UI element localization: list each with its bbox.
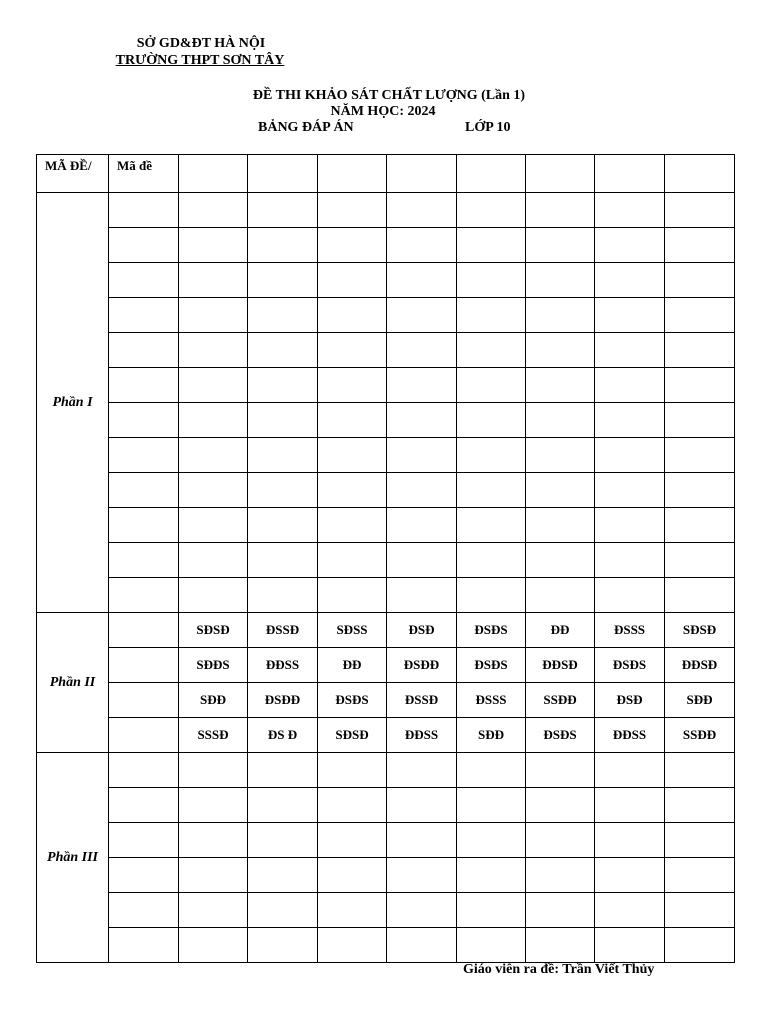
answer-cell bbox=[595, 858, 665, 893]
answer-cell bbox=[248, 543, 318, 578]
answer-cell bbox=[526, 788, 595, 823]
answer-cell: ĐSĐ bbox=[387, 613, 457, 648]
answer-cell bbox=[248, 438, 318, 473]
answer-cell bbox=[595, 578, 665, 613]
answer-cell bbox=[179, 403, 248, 438]
answer-cell bbox=[457, 193, 526, 228]
answer-cell: SĐĐS bbox=[179, 648, 248, 683]
header-cell bbox=[665, 155, 735, 193]
grade-label: LỚP 10 bbox=[465, 120, 511, 135]
answer-cell bbox=[248, 823, 318, 858]
answer-cell bbox=[387, 823, 457, 858]
answer-cell: SSĐĐ bbox=[665, 718, 735, 753]
answer-table bbox=[36, 154, 735, 963]
answer-cell bbox=[179, 753, 248, 788]
answer-cell: ĐSĐ bbox=[595, 683, 665, 718]
answer-cell bbox=[318, 508, 387, 543]
answer-cell bbox=[595, 333, 665, 368]
answer-cell bbox=[109, 718, 179, 753]
answer-cell bbox=[109, 298, 179, 333]
answer-cell bbox=[665, 508, 735, 543]
answer-cell bbox=[595, 508, 665, 543]
answer-cell: SĐSS bbox=[318, 613, 387, 648]
answer-cell bbox=[665, 928, 735, 963]
answer-cell bbox=[457, 788, 526, 823]
table-row bbox=[37, 823, 735, 858]
answer-cell bbox=[248, 893, 318, 928]
answer-cell bbox=[457, 508, 526, 543]
answer-cell bbox=[387, 333, 457, 368]
answer-cell: ĐĐSĐ bbox=[526, 648, 595, 683]
answer-cell bbox=[526, 858, 595, 893]
answer-cell bbox=[665, 368, 735, 403]
section-label-part-1: Phần I bbox=[37, 193, 109, 613]
header-cell bbox=[387, 155, 457, 193]
answer-cell: ĐĐSS bbox=[387, 718, 457, 753]
header-cell-ma-de-slash: MÃ ĐỀ/ bbox=[37, 155, 109, 193]
answer-cell bbox=[526, 368, 595, 403]
answer-cell: ĐĐ bbox=[526, 613, 595, 648]
answer-cell bbox=[248, 403, 318, 438]
table-row bbox=[37, 858, 735, 893]
answer-cell bbox=[318, 543, 387, 578]
answer-cell bbox=[248, 508, 318, 543]
answer-cell bbox=[248, 193, 318, 228]
answer-cell: ĐSSS bbox=[595, 613, 665, 648]
answer-cell bbox=[595, 298, 665, 333]
answer-cell bbox=[526, 823, 595, 858]
answer-cell bbox=[387, 438, 457, 473]
header-cell bbox=[595, 155, 665, 193]
answer-cell bbox=[248, 263, 318, 298]
answer-cell bbox=[318, 473, 387, 508]
answer-cell bbox=[179, 508, 248, 543]
answer-cell bbox=[665, 193, 735, 228]
section-label-part-3: Phần III bbox=[37, 753, 109, 963]
answer-cell bbox=[109, 928, 179, 963]
section-label-part-2: Phần II bbox=[37, 613, 109, 753]
table-row bbox=[37, 718, 735, 753]
school-name: TRƯỜNG THPT SƠN TÂY bbox=[115, 53, 285, 68]
answer-cell: ĐS Đ bbox=[248, 718, 318, 753]
header-cell bbox=[457, 155, 526, 193]
answer-cell: SĐSĐ bbox=[665, 613, 735, 648]
answer-cell: ĐSĐS bbox=[595, 648, 665, 683]
answer-cell bbox=[595, 928, 665, 963]
answer-cell bbox=[248, 298, 318, 333]
answer-cell bbox=[387, 193, 457, 228]
answer-cell bbox=[318, 893, 387, 928]
table-row bbox=[37, 368, 735, 403]
table-row bbox=[37, 543, 735, 578]
answer-cell bbox=[665, 893, 735, 928]
answer-cell bbox=[595, 263, 665, 298]
answer-cell bbox=[109, 858, 179, 893]
answer-cell bbox=[457, 403, 526, 438]
answer-cell bbox=[387, 858, 457, 893]
answer-cell bbox=[665, 228, 735, 263]
answer-cell bbox=[387, 263, 457, 298]
answer-cell bbox=[387, 298, 457, 333]
answer-cell bbox=[109, 473, 179, 508]
answer-cell: ĐĐSS bbox=[595, 718, 665, 753]
answer-cell bbox=[179, 473, 248, 508]
answer-cell bbox=[179, 788, 248, 823]
answer-cell bbox=[318, 823, 387, 858]
answer-cell bbox=[665, 753, 735, 788]
answer-cell bbox=[248, 333, 318, 368]
answer-cell bbox=[665, 858, 735, 893]
answer-cell bbox=[248, 228, 318, 263]
answer-cell bbox=[595, 368, 665, 403]
answer-cell bbox=[318, 788, 387, 823]
answer-cell bbox=[318, 228, 387, 263]
answer-cell: ĐSĐS bbox=[457, 613, 526, 648]
answer-cell bbox=[387, 368, 457, 403]
answer-cell: SĐĐ bbox=[179, 683, 248, 718]
answer-cell bbox=[665, 473, 735, 508]
answer-cell: ĐSĐS bbox=[457, 648, 526, 683]
answer-cell: ĐSĐĐ bbox=[387, 648, 457, 683]
answer-cell bbox=[109, 403, 179, 438]
answer-cell bbox=[318, 193, 387, 228]
answer-cell bbox=[109, 893, 179, 928]
answer-cell bbox=[526, 193, 595, 228]
answer-cell bbox=[318, 928, 387, 963]
answer-cell bbox=[248, 788, 318, 823]
answer-key-title: BẢNG ĐÁP ÁN bbox=[258, 120, 354, 135]
table-header-row bbox=[37, 155, 735, 193]
answer-cell bbox=[179, 858, 248, 893]
answer-cell bbox=[595, 193, 665, 228]
answer-cell bbox=[318, 333, 387, 368]
answer-cell bbox=[595, 753, 665, 788]
answer-cell: ĐĐSĐ bbox=[665, 648, 735, 683]
answer-cell bbox=[387, 928, 457, 963]
answer-cell bbox=[457, 893, 526, 928]
answer-cell bbox=[318, 858, 387, 893]
answer-cell bbox=[318, 753, 387, 788]
answer-cell bbox=[665, 823, 735, 858]
answer-cell bbox=[526, 403, 595, 438]
answer-cell bbox=[526, 928, 595, 963]
table-row bbox=[37, 263, 735, 298]
answer-cell bbox=[179, 578, 248, 613]
table-row bbox=[37, 193, 735, 228]
answer-cell bbox=[665, 578, 735, 613]
answer-cell bbox=[457, 368, 526, 403]
answer-cell bbox=[248, 928, 318, 963]
table-row bbox=[37, 298, 735, 333]
table-row bbox=[37, 333, 735, 368]
answer-cell bbox=[665, 788, 735, 823]
answer-cell bbox=[595, 228, 665, 263]
answer-cell bbox=[526, 438, 595, 473]
answer-cell bbox=[387, 788, 457, 823]
table-row bbox=[37, 928, 735, 963]
header-cell bbox=[526, 155, 595, 193]
answer-cell bbox=[109, 263, 179, 298]
answer-cell bbox=[318, 438, 387, 473]
table-row bbox=[37, 438, 735, 473]
answer-cell bbox=[109, 648, 179, 683]
table-row bbox=[37, 683, 735, 718]
table-row bbox=[37, 578, 735, 613]
answer-table-body bbox=[37, 155, 735, 963]
answer-cell bbox=[318, 403, 387, 438]
answer-cell: SĐSĐ bbox=[179, 613, 248, 648]
answer-cell bbox=[595, 438, 665, 473]
answer-cell bbox=[526, 543, 595, 578]
school-year: NĂM HỌC: 2024 bbox=[330, 104, 436, 119]
header-cell bbox=[248, 155, 318, 193]
answer-cell bbox=[318, 263, 387, 298]
answer-cell bbox=[109, 368, 179, 403]
answer-cell bbox=[248, 753, 318, 788]
answer-cell: ĐSSĐ bbox=[248, 613, 318, 648]
answer-cell bbox=[595, 893, 665, 928]
answer-cell bbox=[457, 823, 526, 858]
answer-cell bbox=[526, 578, 595, 613]
answer-cell bbox=[665, 298, 735, 333]
answer-cell bbox=[109, 753, 179, 788]
answer-cell bbox=[387, 403, 457, 438]
answer-cell bbox=[526, 333, 595, 368]
answer-cell: ĐSSĐ bbox=[387, 683, 457, 718]
answer-cell bbox=[526, 298, 595, 333]
answer-cell bbox=[457, 858, 526, 893]
answer-cell bbox=[318, 368, 387, 403]
header-cell-ma-de: Mã đề bbox=[109, 155, 179, 193]
answer-cell bbox=[457, 928, 526, 963]
answer-cell bbox=[248, 578, 318, 613]
answer-cell: ĐĐ bbox=[318, 648, 387, 683]
answer-cell bbox=[318, 578, 387, 613]
answer-cell bbox=[109, 333, 179, 368]
answer-cell bbox=[179, 438, 248, 473]
table-row bbox=[37, 508, 735, 543]
answer-cell bbox=[179, 543, 248, 578]
answer-cell bbox=[526, 753, 595, 788]
answer-cell bbox=[665, 438, 735, 473]
answer-cell bbox=[457, 473, 526, 508]
answer-cell: ĐSSS bbox=[457, 683, 526, 718]
table-row bbox=[37, 403, 735, 438]
answer-cell bbox=[387, 508, 457, 543]
answer-cell bbox=[665, 543, 735, 578]
table-row bbox=[37, 613, 735, 648]
answer-cell bbox=[595, 473, 665, 508]
answer-cell bbox=[179, 193, 248, 228]
answer-cell bbox=[595, 403, 665, 438]
answer-cell bbox=[109, 788, 179, 823]
table-row bbox=[37, 648, 735, 683]
table-row bbox=[37, 893, 735, 928]
answer-cell bbox=[526, 893, 595, 928]
answer-cell: ĐĐSS bbox=[248, 648, 318, 683]
answer-cell bbox=[248, 858, 318, 893]
answer-cell bbox=[387, 893, 457, 928]
answer-cell bbox=[109, 683, 179, 718]
answer-cell bbox=[179, 893, 248, 928]
answer-cell bbox=[457, 543, 526, 578]
answer-cell bbox=[179, 228, 248, 263]
answer-cell bbox=[526, 508, 595, 543]
answer-cell bbox=[457, 298, 526, 333]
table-row bbox=[37, 788, 735, 823]
teacher-signature-line: Giáo viên ra đề: Trần Viết Thủy bbox=[463, 962, 655, 977]
answer-cell bbox=[248, 368, 318, 403]
answer-cell bbox=[387, 753, 457, 788]
answer-cell bbox=[179, 368, 248, 403]
answer-cell bbox=[109, 543, 179, 578]
answer-cell bbox=[248, 473, 318, 508]
header-cell bbox=[318, 155, 387, 193]
answer-cell: SĐSĐ bbox=[318, 718, 387, 753]
table-row bbox=[37, 228, 735, 263]
answer-cell bbox=[457, 578, 526, 613]
answer-cell bbox=[526, 228, 595, 263]
answer-cell bbox=[595, 823, 665, 858]
answer-cell bbox=[109, 193, 179, 228]
answer-cell bbox=[457, 438, 526, 473]
answer-cell bbox=[109, 438, 179, 473]
answer-cell: SSSĐ bbox=[179, 718, 248, 753]
answer-cell bbox=[109, 508, 179, 543]
answer-cell bbox=[179, 333, 248, 368]
answer-cell: ĐSĐĐ bbox=[248, 683, 318, 718]
answer-cell bbox=[665, 403, 735, 438]
answer-cell bbox=[109, 578, 179, 613]
answer-cell bbox=[595, 543, 665, 578]
answer-cell bbox=[179, 263, 248, 298]
answer-cell bbox=[457, 263, 526, 298]
answer-cell bbox=[109, 228, 179, 263]
answer-cell bbox=[387, 473, 457, 508]
answer-cell bbox=[318, 298, 387, 333]
answer-cell bbox=[665, 263, 735, 298]
answer-cell bbox=[595, 788, 665, 823]
header-cell bbox=[179, 155, 248, 193]
answer-cell bbox=[387, 228, 457, 263]
table-row bbox=[37, 753, 735, 788]
answer-cell bbox=[526, 263, 595, 298]
answer-cell bbox=[457, 228, 526, 263]
answer-cell: ĐSĐS bbox=[318, 683, 387, 718]
answer-cell: SĐĐ bbox=[457, 718, 526, 753]
answer-cell bbox=[387, 578, 457, 613]
answer-cell bbox=[179, 823, 248, 858]
answer-cell: ĐSĐS bbox=[526, 718, 595, 753]
answer-cell: SĐĐ bbox=[665, 683, 735, 718]
answer-cell bbox=[179, 298, 248, 333]
exam-title: ĐỀ THI KHẢO SÁT CHẤT LƯỢNG (Lần 1) bbox=[252, 88, 526, 103]
table-row bbox=[37, 473, 735, 508]
answer-cell bbox=[665, 333, 735, 368]
department-name: SỞ GD&ĐT HÀ NỘI bbox=[136, 36, 266, 51]
answer-cell bbox=[457, 333, 526, 368]
answer-cell bbox=[179, 928, 248, 963]
answer-cell bbox=[457, 753, 526, 788]
answer-cell bbox=[526, 473, 595, 508]
answer-cell bbox=[387, 543, 457, 578]
answer-cell bbox=[109, 613, 179, 648]
answer-cell: SSĐĐ bbox=[526, 683, 595, 718]
answer-cell bbox=[109, 823, 179, 858]
